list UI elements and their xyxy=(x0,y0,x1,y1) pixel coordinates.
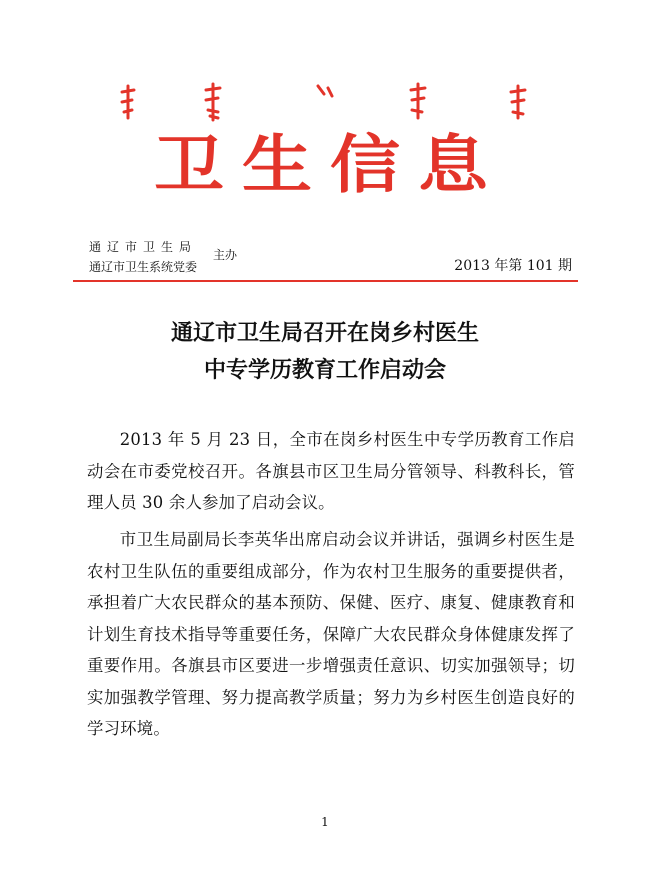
mongolian-script-image xyxy=(118,82,538,122)
issuer-line-1: 通辽市卫生局 xyxy=(89,240,198,254)
page-number: 1 xyxy=(321,815,329,829)
article-paragraph-2: 市卫生局副局长李英华出席启动会议并讲话，强调乡村医生是农村卫生队伍的重要组成部分，作为农村卫生服务的重要提供者，承担着广大农民群众的基本预防、保健、医疗、康复、健康教育和计划生育技术指导等重要任务，保障广大农民群众身体健康发挥了重要作用。各旗县市区要进一步增强责任意识、切实加强领导；切实加强教学管理、努力提高教学质量；努力为乡村医生创造良好的学习环境。 xyxy=(87,530,575,738)
masthead-title: 卫生信息 xyxy=(154,128,506,202)
issuer-line-2: 通辽市卫生系统党委 xyxy=(89,260,198,274)
article-title-line-2: 中专学历教育工作启动会 xyxy=(203,358,446,383)
article-paragraph-1: 2013 年 5 月 23 日，全市在岗乡村医生中专学历教育工作启动会在市委党校召开。各旗县市区卫生局分管领导、科教科长，管理人员 30 余人参加了启动会议。 xyxy=(87,430,575,512)
mongolian-masthead-script xyxy=(118,82,538,122)
sponsor-label: 主办 xyxy=(213,248,238,262)
issue-number: 2013 年第 101 期 xyxy=(454,258,572,274)
article-title-line-1: 通辽市卫生局召开在岗乡村医生 xyxy=(170,321,479,346)
header-divider xyxy=(73,280,578,282)
